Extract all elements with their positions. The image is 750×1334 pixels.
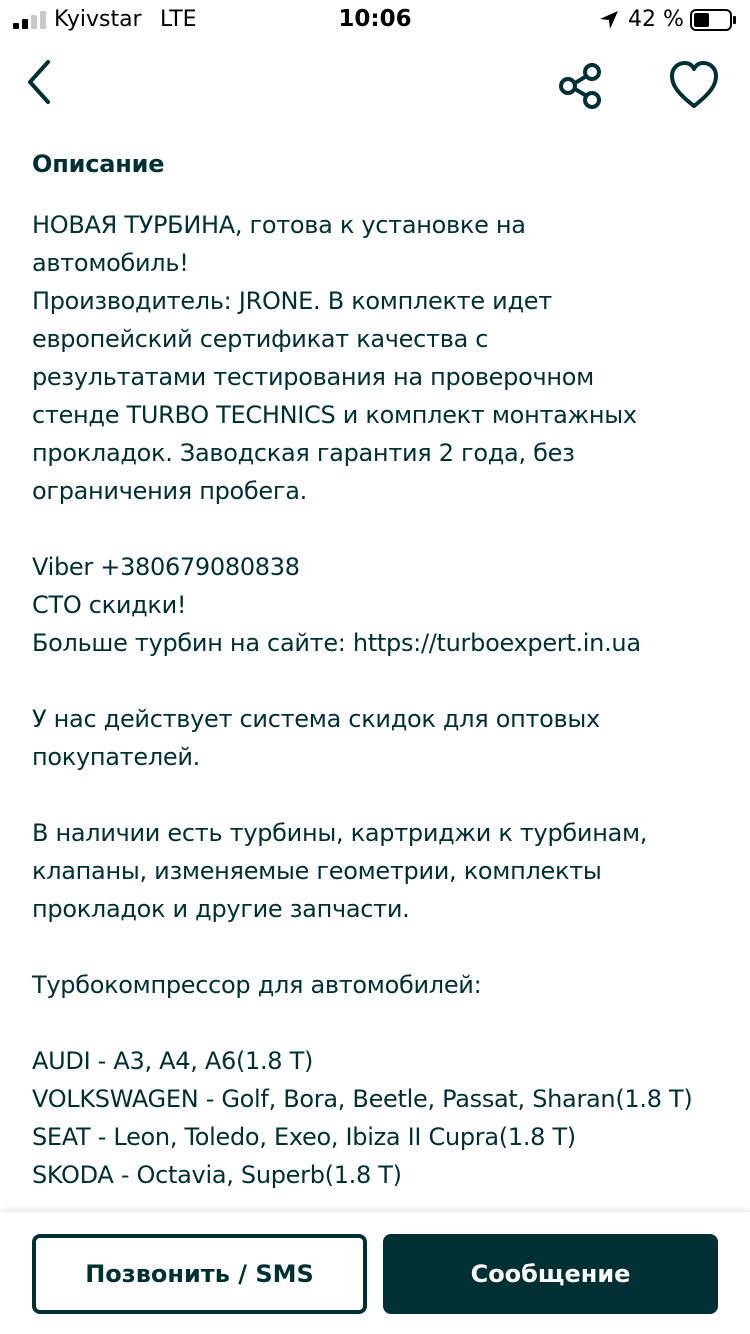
top-nav-bar xyxy=(0,40,750,130)
message-button[interactable]: Сообщение xyxy=(383,1234,718,1314)
battery-icon xyxy=(690,9,738,31)
network-type: LTE xyxy=(160,7,197,32)
location-arrow-icon xyxy=(598,9,620,31)
chevron-left-icon xyxy=(18,52,62,112)
call-sms-button[interactable]: Позвонить / SMS xyxy=(32,1234,367,1314)
section-title: Описание xyxy=(32,150,165,178)
back-button[interactable] xyxy=(18,52,62,112)
favorite-button[interactable] xyxy=(664,56,724,114)
description-section xyxy=(32,150,722,1194)
bottom-action-bar xyxy=(0,1212,750,1334)
heart-icon xyxy=(664,56,724,114)
carrier-name: Kyivstar xyxy=(54,7,142,32)
description-text: НОВАЯ ТУРБИНА, готова к установке на автомобиль! Производитель: JRONE. В комплекте идет европейский сертификат качества с результатами тестирования на проверочном стенде TURBO TECHNICS и комплект монтажных прокладок. Заводская гарантия 2 года, без ограничения пробега. Viber +380679080838 СТО скидки! Больше турбин на сайте: https://turboexpert.in.ua У нас действует система скидок для оптовых покупателей. В наличии есть турбины, картриджи к турбинам, клапаны, изменяемые геометрии, комплекты прокладок и другие запчасти. Турбокомпрессор для автомобилей: AUDI - A3, A4, A6(1.8 T) VOLKSWAGEN - Golf, Bora, Beetle, Passat, Sharan(1.8 T) SEAT - Leon, Toledo, Exeo, Ibiza II Cupra(1.8 T) SKODA - Octavia, Superb(1.8 T) xyxy=(32,211,693,1189)
share-icon xyxy=(552,58,608,114)
status-bar xyxy=(0,0,750,40)
share-button[interactable] xyxy=(552,58,608,114)
battery-percent: 42 % xyxy=(628,7,684,32)
status-time: 10:06 xyxy=(338,6,412,32)
